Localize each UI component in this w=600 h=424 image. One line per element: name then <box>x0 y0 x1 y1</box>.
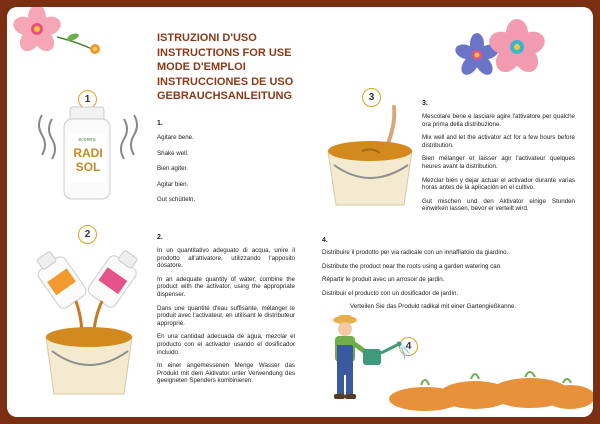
step-1-spanish: Agitar bien. <box>157 180 189 188</box>
step-3-badge: 3 <box>362 88 381 107</box>
step-3-italian: Mescolare bene e lasciare agire l'attivatore per qualche ora prima della distribuzione. <box>422 113 575 128</box>
step-1-italian: Agitare bene. <box>157 134 194 141</box>
bottle-name-bottom: SOL <box>75 160 101 174</box>
step-1-french: Bien agiter. <box>157 165 188 173</box>
step-4-number: 4. <box>322 237 328 244</box>
title-french: MODE D'EMPLOI <box>157 61 246 73</box>
step-2-badge: 2 <box>78 225 97 244</box>
pouring-bottles-bucket-illustration <box>32 239 147 399</box>
step-1-number: 1. <box>157 120 163 127</box>
step-4-german: Verteilen Sie das Produkt radikal mit einer Gartengießkanne. <box>350 303 517 311</box>
step-4-french: Répartir le produit avec un arrosoir de jardin. <box>322 276 445 284</box>
step-3-german: Gut mischen und den Aktivator einige Stunden einwirken lassen, bevor er verteilt wird. <box>422 197 575 213</box>
bottle-brand: ecorera <box>78 137 96 143</box>
step-4-english: Distribute the product near the roots using a garden watering can. <box>322 262 502 270</box>
step-2-english: In an adequate quantity of water, combine the product with the activator, using the appropriate dispenser. <box>157 275 295 298</box>
title-spanish: INSTRUCCIONES DE USO <box>157 75 294 88</box>
step-2-number: 2. <box>157 234 163 241</box>
shaking-bottle-illustration <box>32 105 142 215</box>
step-3-spanish: Mezclar bien y dejar actuar el activador durante varias horas antes de la aplicación en el cultivo. <box>422 176 575 192</box>
step-3-french: Bien mélanger et laisser agir l'activateur quelques heures avant la distribution. <box>422 155 575 170</box>
gardener-watering-illustration <box>325 315 580 405</box>
instructions-title-block <box>157 31 293 104</box>
step-2-italian: In un quantitativo adeguato di acqua, unire il prodotto all'attivatore, utilizzando l'apposito dosatore. <box>157 247 295 270</box>
bottle-name-top: RADI <box>73 146 103 160</box>
flower-decoration-top-right <box>447 17 567 97</box>
step-3-text <box>422 113 575 219</box>
flower-decoration-top-left <box>7 7 127 77</box>
step-3-english: Mix well and let the activator act for a few hours before distribution. <box>422 134 575 149</box>
step-4-spanish: Distribuir el producto con un dosificador de jardín. <box>322 289 459 297</box>
title-english: INSTRUCTIONS FOR USE <box>157 46 292 59</box>
step-3-number: 3. <box>422 100 428 107</box>
step-4-text <box>322 249 577 317</box>
step-4-badge: 4 <box>399 337 418 356</box>
step-1-german: Gut schütteln. <box>157 196 196 204</box>
title-italian: ISTRUZIONI D'USO <box>157 32 257 44</box>
step-2-text <box>157 247 295 391</box>
step-1-badge: 1 <box>78 90 97 109</box>
step-4-italian: Distribuire il prodotto per via radicale con un innaffiatoio da giardino. <box>322 249 509 256</box>
instruction-sheet <box>7 7 593 417</box>
step-2-german: In einer angemessenen Menge Wasser das Produkt mit dem Aktivator unter Verwendung des geeigneten Spenders kombinieren. <box>157 362 295 385</box>
title-german: GEBRAUCHSANLEITUNG <box>157 90 293 102</box>
mixing-bucket-illustration <box>322 107 417 207</box>
step-2-spanish: En una cantidad adecuada de agua, mezclar el producto con el activador usando el dosificador incluido. <box>157 333 295 356</box>
step-1-english: Shake well. <box>157 149 189 157</box>
step-2-french: Dans une quantité d'eau suffisante, mélanger le produit avec l'activateur, en utilisant le distributeur approprié. <box>157 304 295 327</box>
step-1-text <box>157 134 277 210</box>
